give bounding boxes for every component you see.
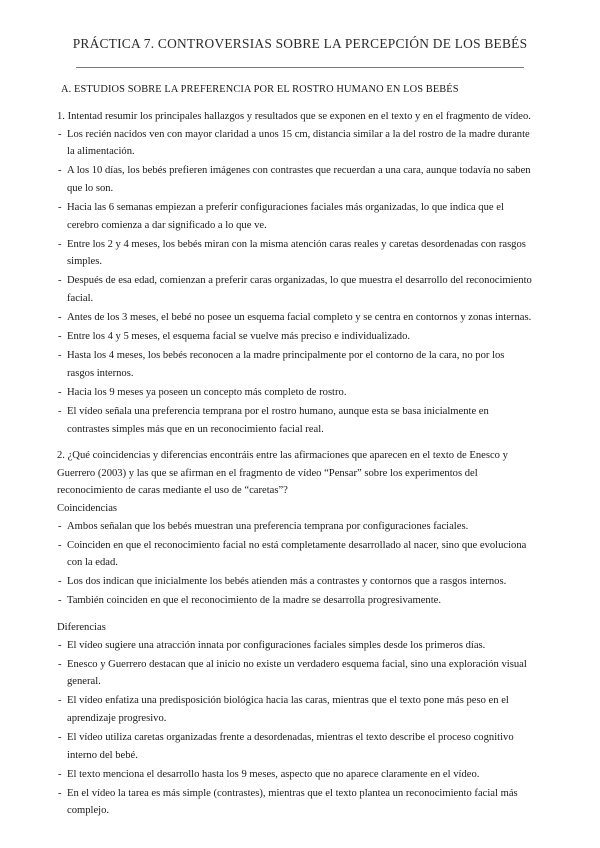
list-item: - Hasta los 4 meses, los bebés reconocen a la madre principalmente por el contorno de la cara, no por los rasgos internos. [57, 347, 533, 382]
list-item: - Los dos indican que inicialmente los bebés atienden más a contrastes y contornos que a rasgos internos. [57, 573, 533, 591]
coincidencias-heading: Coincidencias [57, 502, 118, 514]
coincidencias-list [57, 518, 533, 610]
diferencias-heading: Diferencias [57, 622, 106, 634]
list-item: - Los recién nacidos ven con mayor claridad a unos 15 cm, distancia similar a la del rostro de la madre durante la alimentación. [57, 126, 533, 161]
diferencias-list [57, 637, 533, 820]
list-item: - Hacia las 6 semanas empiezan a preferir configuraciones faciales más organizadas, lo que indica que el cerebro comienza a dar significado a lo que ve. [57, 199, 533, 234]
q1-list [57, 126, 533, 439]
question-1: 1. Intentad resumir los principales hallazgos y resultados que se exponen en el texto y en el fragmento de vídeo. [57, 111, 531, 122]
section-a-heading: A. ESTUDIOS SOBRE LA PREFERENCIA POR EL ROSTRO HUMANO EN LOS BEBÉS [61, 84, 459, 95]
list-item: - Antes de los 3 meses, el bebé no posee un esquema facial completo y se centra en contornos y zonas internas. [57, 309, 533, 327]
list-item: - Entre los 4 y 5 meses, el esquema facial se vuelve más preciso e individualizado. [57, 328, 533, 346]
list-item: - El vídeo sugiere una atracción innata por configuraciones faciales simples desde los primeros días. [57, 637, 533, 655]
list-item: - Entre los 2 y 4 meses, los bebés miran con la misma atención caras reales y caretas desordenadas con rasgos simples. [57, 236, 533, 271]
list-item: - Después de esa edad, comienzan a preferir caras organizadas, lo que muestra el desarrollo del reconocimiento facial. [57, 272, 533, 307]
list-item: - Enesco y Guerrero destacan que al inicio no existe un verdadero esquema facial, sino una exploración visual general. [57, 656, 533, 691]
list-item: - A los 10 días, los bebés prefieren imágenes con contrastes que recuerdan a una cara, aunque todavía no saben que lo son. [57, 162, 533, 197]
list-item: - El vídeo enfatiza una predisposición biológica hacia las caras, mientras que el texto pone más peso en el aprendizaje progresivo. [57, 692, 533, 727]
list-item: - El vídeo utiliza caretas organizadas frente a desordenadas, mientras el texto describe el proceso cognitivo interno del bebé. [57, 729, 533, 764]
page-title: PRÁCTICA 7. CONTROVERSIAS SOBRE LA PERCEPCIÓN DE LOS BEBÉS [72, 36, 528, 51]
title-divider [76, 67, 524, 68]
list-item: - El texto menciona el desarrollo hasta los 9 meses, aspecto que no aparece claramente en el vídeo. [57, 766, 533, 784]
list-item: - El vídeo señala una preferencia temprana por el rostro humano, aunque esta se basa inicialmente en contrastes simples más que en un reconocimiento facial real. [57, 403, 533, 438]
list-item: - También coinciden en que el reconocimiento de la madre se desarrolla progresivamente. [57, 592, 533, 610]
question-2: 2. ¿Qué coincidencias y diferencias encontráis entre las afirmaciones que aparecen en el texto de Enesco y Guerrero (2003) y las que se afirman en el fragmento de vídeo “Pensar” sobre los experimentos del reconocimiento de caras mediante el uso de “caretas”? [57, 450, 508, 497]
list-item: - Hacia los 9 meses ya poseen un concepto más completo de rostro. [57, 384, 533, 402]
list-item: - En el vídeo la tarea es más simple (contrastes), mientras que el texto plantea un reconocimiento facial más complejo. [57, 785, 533, 820]
document-body [57, 108, 533, 822]
list-item: - Coinciden en que el reconocimiento facial no está completamente desarrollado al nacer, sino que evoluciona con la edad. [57, 537, 533, 572]
list-item: - Ambos señalan que los bebés muestran una preferencia temprana por configuraciones faciales. [57, 518, 533, 536]
